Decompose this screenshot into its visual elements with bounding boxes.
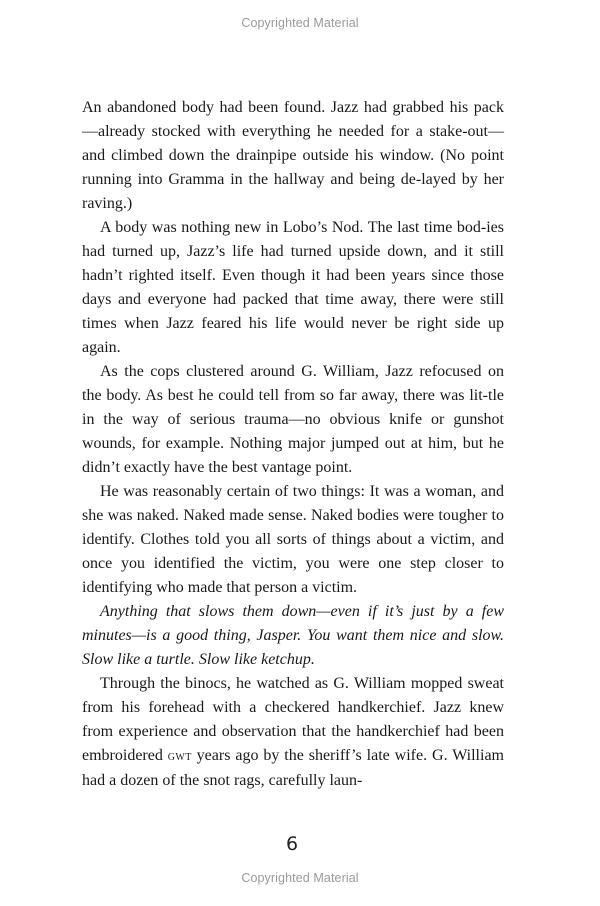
copyright-watermark-bottom: Copyrighted Material — [241, 871, 359, 885]
paragraph-6-text-after: years ago by the sheriff’s late wife. G. William had a dozen of the snot rags, carefully laun- — [82, 747, 504, 789]
body-text — [82, 96, 504, 793]
paragraph-2: A body was nothing new in Lobo’s Nod. The last time bod-ies had turned up, Jazz’s life had turned upside down, and it still hadn’t righted itself. Even though it had been years since those days and everyone had packed that time away, there were still times when Jazz feared his life would never be right side up again. — [82, 219, 504, 356]
page-number: 6 — [285, 833, 299, 855]
paragraph-1: An abandoned body had been found. Jazz had grabbed his pack—already stocked with everything he needed for a stake-out—and climbed down the drainpipe outside his window. (No point running into Gramma in the hallway and being de-layed by her raving.) — [82, 99, 504, 212]
paragraph-3: As the cops clustered around G. William, Jazz refocused on the body. As best he could tell from so far away, there was lit-tle in the way of serious trauma—no obvious knife or gunshot wounds, for example. Nothing major jumped out at him, but he didn’t exactly have the best vantage point. — [82, 363, 504, 476]
paragraph-6-text-before: Through the binocs, he watched as G. William mopped sweat from his forehead with a checkered handkerchief. Jazz knew from experience and observation that the handkerchief had been embroidered — [82, 675, 504, 764]
monogram-smallcaps: gwt — [167, 749, 192, 764]
copyright-watermark-top: Copyrighted Material — [241, 16, 359, 30]
paragraph-6 — [82, 672, 504, 793]
paragraph-4: He was reasonably certain of two things: It was a woman, and she was naked. Naked made sense. Naked bodies were tougher to identify. Clothes told you all sorts of things about a victim, and once you identified the victim, you were one step closer to identifying who made that person a victim. — [82, 483, 504, 596]
paragraph-5-italic-memory: Anything that slows them down—even if it’s just by a few minutes—is a good thing, Jasper. You want them nice and slow. Slow like a turtle. Slow like ketchup. — [82, 603, 504, 668]
